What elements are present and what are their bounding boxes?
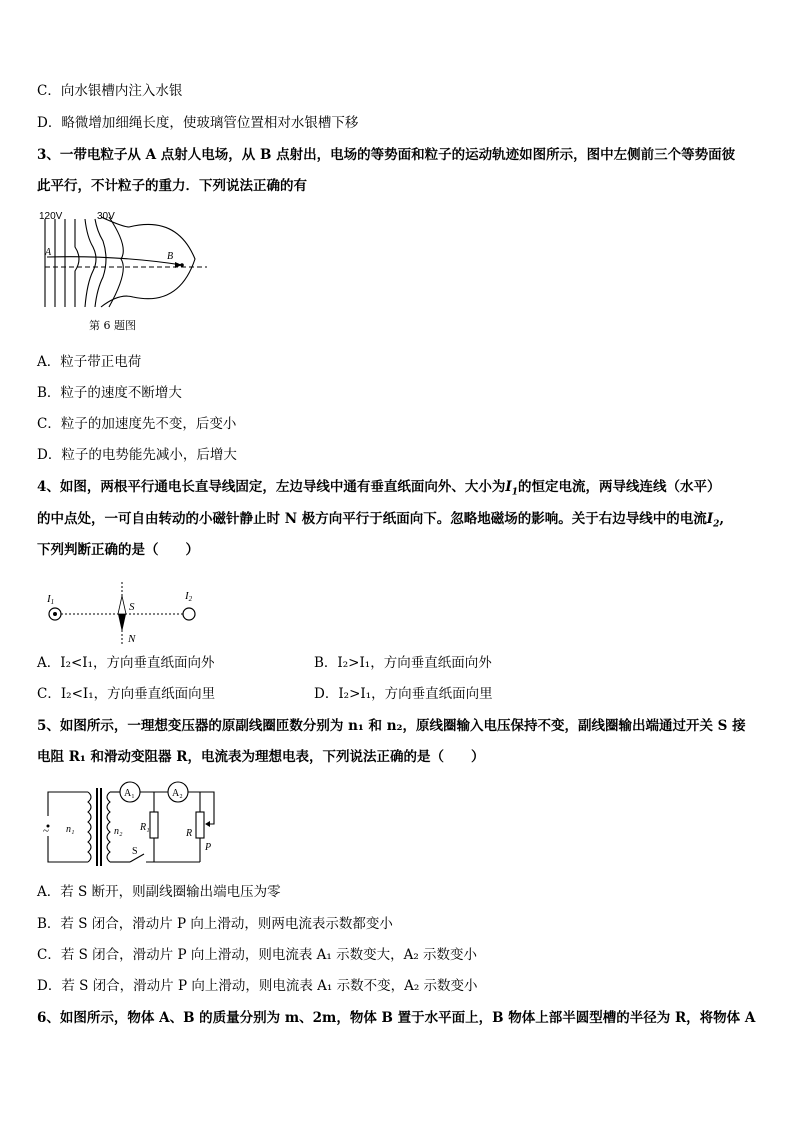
q3-label-b: B [167,251,174,262]
q4-option-b: B．I₂>I₁，方向垂直纸面向外 [314,655,492,671]
q5-stem-line-2: 电阻 R₁ 和滑动变阻器 R，电流表为理想电表，下列说法正确的是（ ） [37,749,485,765]
q2-option-c: C．向水银槽内注入水银 [37,83,183,99]
q3-option-b: B．粒子的速度不断增大 [37,385,182,401]
q5-option-b: B．若 S 闭合，滑动片 P 向上滑动，则两电流表示数都变小 [37,916,393,932]
q3-label-120v: 120V [39,211,63,222]
q4-right-wire-icon [183,608,195,620]
q5-transformer-circuit-figure [40,778,225,870]
q3-label-a: A [45,247,52,258]
q2-option-d: D．略微增加细绳长度，使玻璃管位置相对水银槽下移 [37,115,359,131]
q3-stem-line-2: 此平行，不计粒子的重力．下列说法正确的有 [37,178,307,194]
q5-label-n2: n₂ [114,826,123,837]
q4-label-n: N [128,633,136,645]
q4-option-c: C．I₂<I₁，方向垂直纸面向里 [37,686,216,702]
q3-label-30v: 30V [97,211,115,222]
q4-stem-line-2: 的中点处，一可自由转动的小磁针静止时 N 极方向平行于纸面向下。忽略地磁场的影响。关于右边导线中的电流$I_2$, [37,511,725,530]
q4-current-i2: $I_2$ [706,511,720,530]
q4-label-s: S [129,601,135,613]
q4-stem-2-text: 的中点处，一可自由转动的小磁针静止时 N 极方向平行于纸面向下。忽略地磁场的影响。关于右边导线中的电流 [37,511,707,527]
q5-label-n1: n₁ [66,824,75,835]
q3-option-d: D．粒子的电势能先减小，后增大 [37,447,237,463]
q4-option-d: D．I₂>I₁，方向垂直纸面向里 [314,686,493,702]
q5-label-p: P [205,842,212,853]
q5-stem-line-1: 5、如图所示，一理想变压器的原副线圈匝数分别为 n₁ 和 n₂，原线圈输入电压保持不变，副线圈输出端通过开关 S 接 [37,718,746,734]
q5-label-a2: A₂ [172,788,183,799]
q4-current-i1: $I_1$ [505,479,518,498]
q6-stem-line-1: 6、如图所示，物体 A、B 的质量分别为 m、2m，物体 B 置于水平面上，B 物体上部半圆型槽的半径为 R，将物体 A [37,1010,756,1026]
q5-label-s: S [132,846,138,857]
q3-stem-line-1: 3、一带电粒子从 A 点射人电场，从 B 点射出，电场的等势面和粒子的运动轨迹如图所示，图中左侧前三个等势面彼 [37,147,736,163]
q5-label-a1: A₁ [124,788,135,799]
q5-option-d: D．若 S 闭合，滑动片 P 向上滑动，则电流表 A₁ 示数不变，A₂ 示数变小 [37,978,478,994]
q5-label-source: ~ [43,825,49,837]
q3-option-c: C．粒子的加速度先不变，后变小 [37,416,237,432]
q4-option-a: A．I₂<I₁，方向垂直纸面向外 [37,655,215,671]
svg-text:I2: I2 [185,590,193,603]
svg-text:I1: I1 [47,593,55,606]
q5-option-c: C．若 S 闭合，滑动片 P 向上滑动，则电流表 A₁ 示数变大，A₂ 示数变小 [37,947,478,963]
q3-equipotential-figure [37,207,217,337]
q5-option-a: A．若 S 断开，则副线圈输出端电压为零 [37,884,281,900]
q3-figure-caption: 第 6 题图 [89,319,136,332]
q5-label-r1: R₁ [140,822,150,833]
q4-stem-line-3: 下列判断正确的是（ ） [37,542,199,558]
q5-label-r: R [186,828,193,839]
q4-stem-line-1 [37,478,721,502]
q4-magnetic-needle-figure [37,578,207,646]
q3-option-a: A．粒子带正电荷 [37,354,142,370]
q4-stem-1-text: 4、如图，两根平行通电长直导线固定，左边导线中通有垂直纸面向外、大小为 [37,479,506,495]
q4-stem-1b-text: 的恒定电流，两导线连线（水平） [518,479,721,495]
